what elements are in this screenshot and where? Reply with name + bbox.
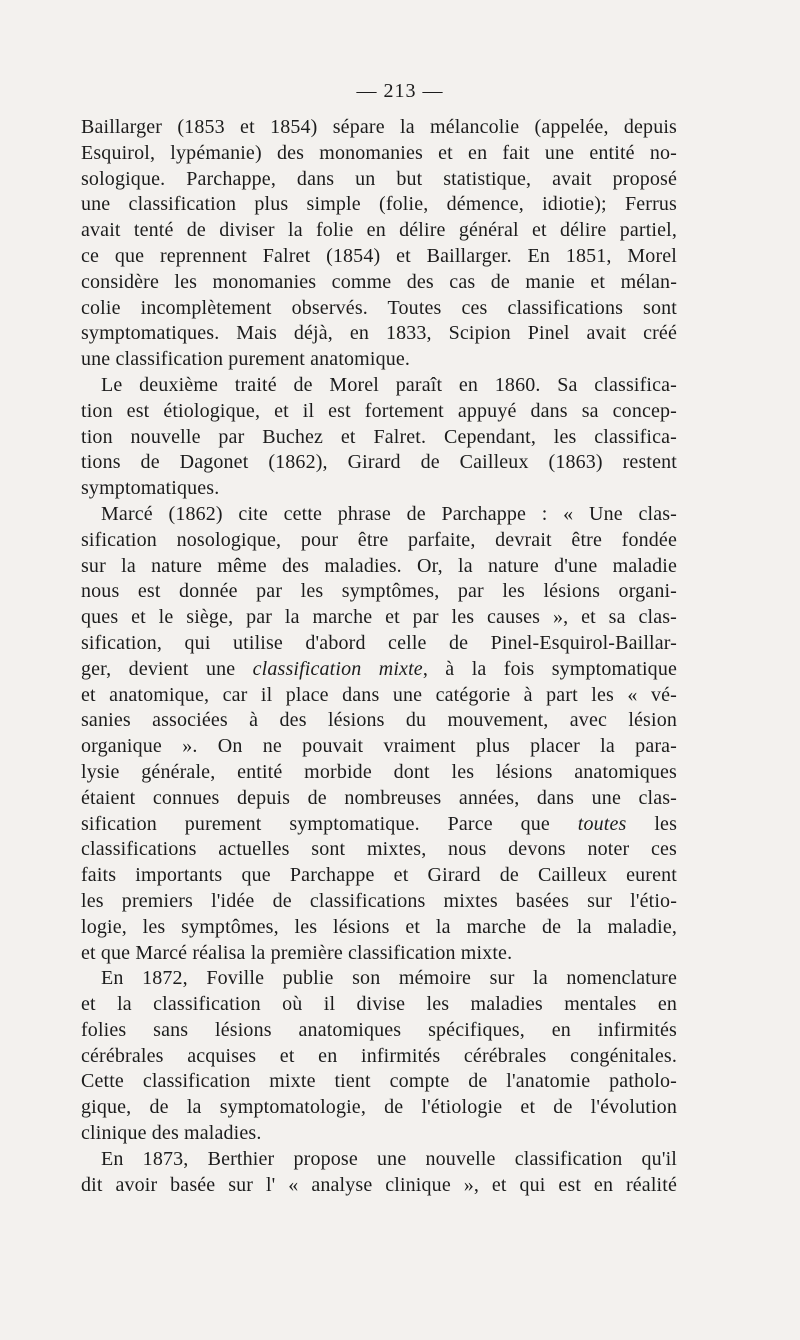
text-line: nous est donnée par les symptômes, par les lésions organi- — [81, 580, 677, 603]
text-line: étaient connues depuis de nombreuses années, dans une clas- — [81, 786, 677, 809]
text-line: sification, qui utilise d'abord celle de Pinel-Esquirol-Baillar- — [81, 631, 677, 654]
text-run: ger, devient une — [81, 657, 253, 680]
text-line: Esquirol, lypémanie) des monomanies et en fait une entité no- — [81, 141, 677, 164]
text-line: tion est étiologique, et il est fortement appuyé dans sa concep- — [81, 399, 677, 422]
text-line: ques et le siège, par la marche et par les causes », et sa clas- — [81, 606, 677, 629]
text-line: et anatomique, car il place dans une catégorie à part les « vé- — [81, 683, 677, 706]
text-line: sur la nature même des maladies. Or, la nature d'une maladie — [81, 554, 677, 577]
text-line: Baillarger (1853 et 1854) sépare la mélancolie (appelée, depuis — [81, 116, 677, 138]
text-line: sologique. Parchappe, dans un but statistique, avait proposé — [81, 167, 677, 190]
text-line: organique ». On ne pouvait vraiment plus placer la para- — [81, 735, 677, 758]
text-line: cérébrales acquises et en infirmités cérébrales congénitales. — [81, 1044, 677, 1067]
text-line: logie, les symptômes, les lésions et la marche de la maladie, — [81, 915, 677, 938]
text-run: sification purement symptomatique. Parce que — [81, 812, 578, 835]
text-line: folies sans lésions anatomiques spécifiques, en infirmités — [81, 1018, 677, 1041]
text-line: tions de Dagonet (1862), Girard de Cailleux (1863) restent — [81, 451, 677, 474]
text-line: ce que reprennent Falret (1854) et Baillarger. En 1851, Morel — [81, 244, 677, 267]
text-line: et la classification où il divise les maladies mentales en — [81, 993, 677, 1016]
text-line-mixed — [81, 657, 677, 683]
text-line: Cette classification mixte tient compte de l'anatomie patholo- — [81, 1070, 677, 1093]
text-line: En 1873, Berthier propose une nouvelle classification qu'il — [101, 1147, 677, 1170]
text-line: considère les monomanies comme des cas de manie et mélan- — [81, 270, 677, 293]
text-line: sification nosologique, pour être parfaite, devrait être fondée — [81, 528, 677, 551]
text-line: une classification plus simple (folie, démence, idiotie); Ferrus — [81, 193, 677, 216]
text-line: symptomatiques. Mais déjà, en 1833, Scipion Pinel avait créé — [81, 322, 677, 345]
text-line: Le deuxième traité de Morel paraît en 1860. Sa classifica- — [101, 373, 677, 396]
page-number: — 213 — — [356, 80, 444, 102]
text-line: En 1872, Foville publie son mémoire sur la nomenclature — [101, 967, 677, 990]
text-line: clinique des maladies. — [81, 1122, 262, 1145]
text-line: colie incomplètement observés. Toutes ces classifications sont — [81, 296, 677, 319]
text-line: classifications actuelles sont mixtes, nous devons noter ces — [81, 838, 677, 861]
italic-term: toutes — [577, 812, 627, 835]
text-line: tion nouvelle par Buchez et Falret. Cependant, les classifica- — [81, 425, 677, 448]
text-line: symptomatiques. — [81, 477, 220, 500]
italic-term: classification mixte — [252, 657, 423, 680]
text-line: sanies associées à des lésions du mouvement, avec lésion — [81, 709, 677, 732]
text-line-mixed — [81, 812, 677, 838]
text-line: lysie générale, entité morbide dont les lésions anatomiques — [81, 760, 677, 783]
text-line: dit avoir basée sur l' « analyse clinique », et qui est en réalité — [81, 1173, 677, 1196]
text-line: faits importants que Parchappe et Girard de Cailleux eurent — [81, 864, 677, 887]
text-line: Marcé (1862) cite cette phrase de Parchappe : « Une clas- — [101, 502, 677, 525]
text-run: , à la fois symptomatique — [422, 657, 677, 680]
text-run: les — [626, 812, 677, 835]
body-text — [81, 115, 677, 1198]
text-line: gique, de la symptomatologie, de l'étiologie et de l'évolution — [81, 1096, 677, 1119]
text-line: avait tenté de diviser la folie en délire général et délire partiel, — [81, 219, 677, 242]
text-line: une classification purement anatomique. — [81, 348, 411, 371]
text-line: les premiers l'idée de classifications mixtes basées sur l'étio- — [81, 889, 677, 912]
text-line: et que Marcé réalisa la première classification mixte. — [81, 941, 513, 964]
